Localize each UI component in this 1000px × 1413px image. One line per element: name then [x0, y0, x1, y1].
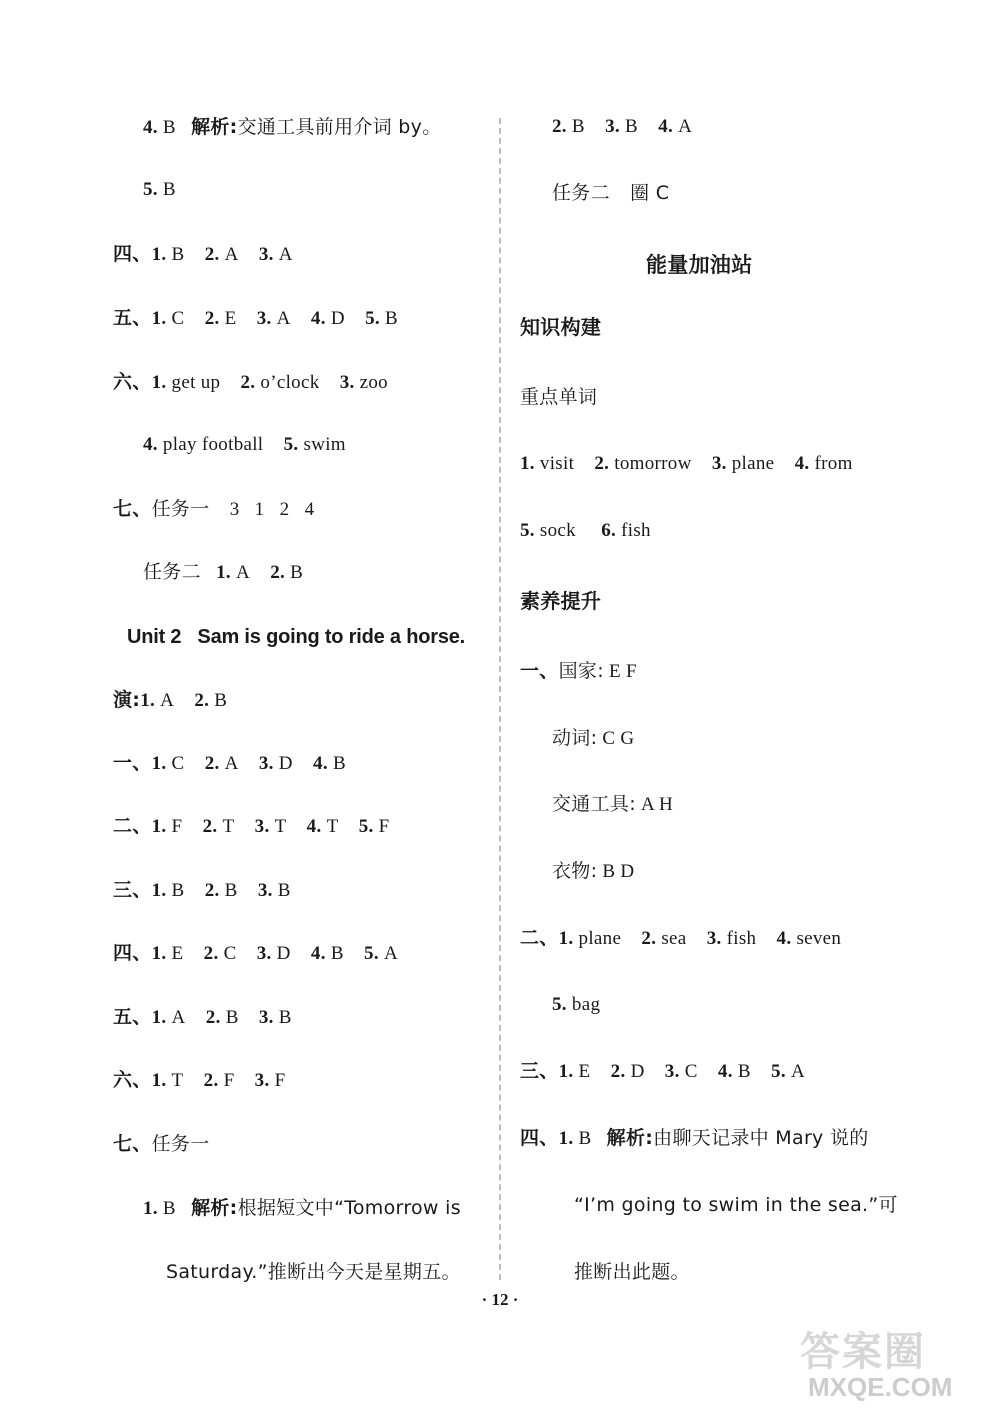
answer-line: 三、1. E 2. D 3. C 4. B 5. A — [520, 1060, 805, 1082]
answer-line: 任务二 1. A 2. B — [143, 561, 304, 583]
answer-line: 2. B 3. B 4. A — [552, 116, 693, 137]
section-title: 能量加油站 — [646, 253, 753, 277]
answer-line: 五、1. C 2. E 3. A 4. D 5. B — [113, 307, 398, 329]
answer-line: 二、1. F 2. T 3. T 4. T 5. F — [113, 815, 390, 837]
unit-title: Unit 2 Sam is going to ride a horse. — [127, 626, 466, 648]
answer-line: 5. B — [143, 179, 176, 200]
watermark-url: MXQE.COM — [808, 1372, 953, 1402]
answer-line: 动词: C G — [552, 727, 635, 749]
answer-line: 5. bag — [552, 994, 601, 1015]
subsection-heading: 素养提升 — [520, 589, 602, 613]
answer-line: 演:1. A 2. B — [113, 689, 228, 711]
answer-line: 二、1. plane 2. sea 3. fish 4. seven — [520, 927, 842, 949]
watermark-text: 答案圈 — [800, 1329, 926, 1375]
answer-line: 七、任务一 3 1 2 4 — [113, 498, 315, 520]
subheading: 重点单词 — [520, 386, 598, 408]
answer-line: 衣物: B D — [552, 860, 635, 882]
answer-line: 七、任务一 — [113, 1133, 210, 1155]
answer-line: 交通工具: A H — [552, 793, 674, 815]
answer-line: 推断出此题。 — [574, 1261, 690, 1283]
answer-line: 1. visit 2. tomorrow 3. plane 4. from — [520, 453, 853, 474]
answer-line: 三、1. B 2. B 3. B — [113, 879, 291, 901]
answer-line: 四、1. E 2. C 3. D 4. B 5. A — [113, 942, 398, 964]
answer-line: 任务二 圈 C — [552, 182, 670, 204]
answer-line: 一、国家: E F — [520, 660, 637, 682]
answer-line: 5. sock 6. fish — [520, 520, 651, 541]
answer-line: 四、1. B 解析:由聊天记录中 Mary 说的 — [520, 1127, 869, 1149]
page-number: · 12 · — [481, 1290, 519, 1309]
answer-line: 4. play football 5. swim — [143, 434, 346, 455]
answer-line: 六、1. get up 2. o’clock 3. zoo — [113, 371, 388, 393]
answer-line: 4. B 解析:交通工具前用介词 by。 — [143, 116, 442, 138]
answer-line: 1. B 解析:根据短文中“Tomorrow is — [143, 1197, 461, 1219]
answer-line: 一、1. C 2. A 3. D 4. B — [113, 752, 346, 774]
answer-line: 四、1. B 2. A 3. A — [113, 243, 293, 265]
watermark-logo — [800, 1320, 995, 1408]
answer-line: Saturday.”推断出今天是星期五。 — [166, 1261, 461, 1283]
answer-line: 五、1. A 2. B 3. B — [113, 1006, 292, 1028]
subsection-heading: 知识构建 — [520, 315, 602, 339]
column-divider — [499, 118, 501, 1280]
answer-line: “I’m going to swim in the sea.”可 — [574, 1194, 898, 1216]
answer-line: 六、1. T 2. F 3. F — [113, 1069, 286, 1091]
